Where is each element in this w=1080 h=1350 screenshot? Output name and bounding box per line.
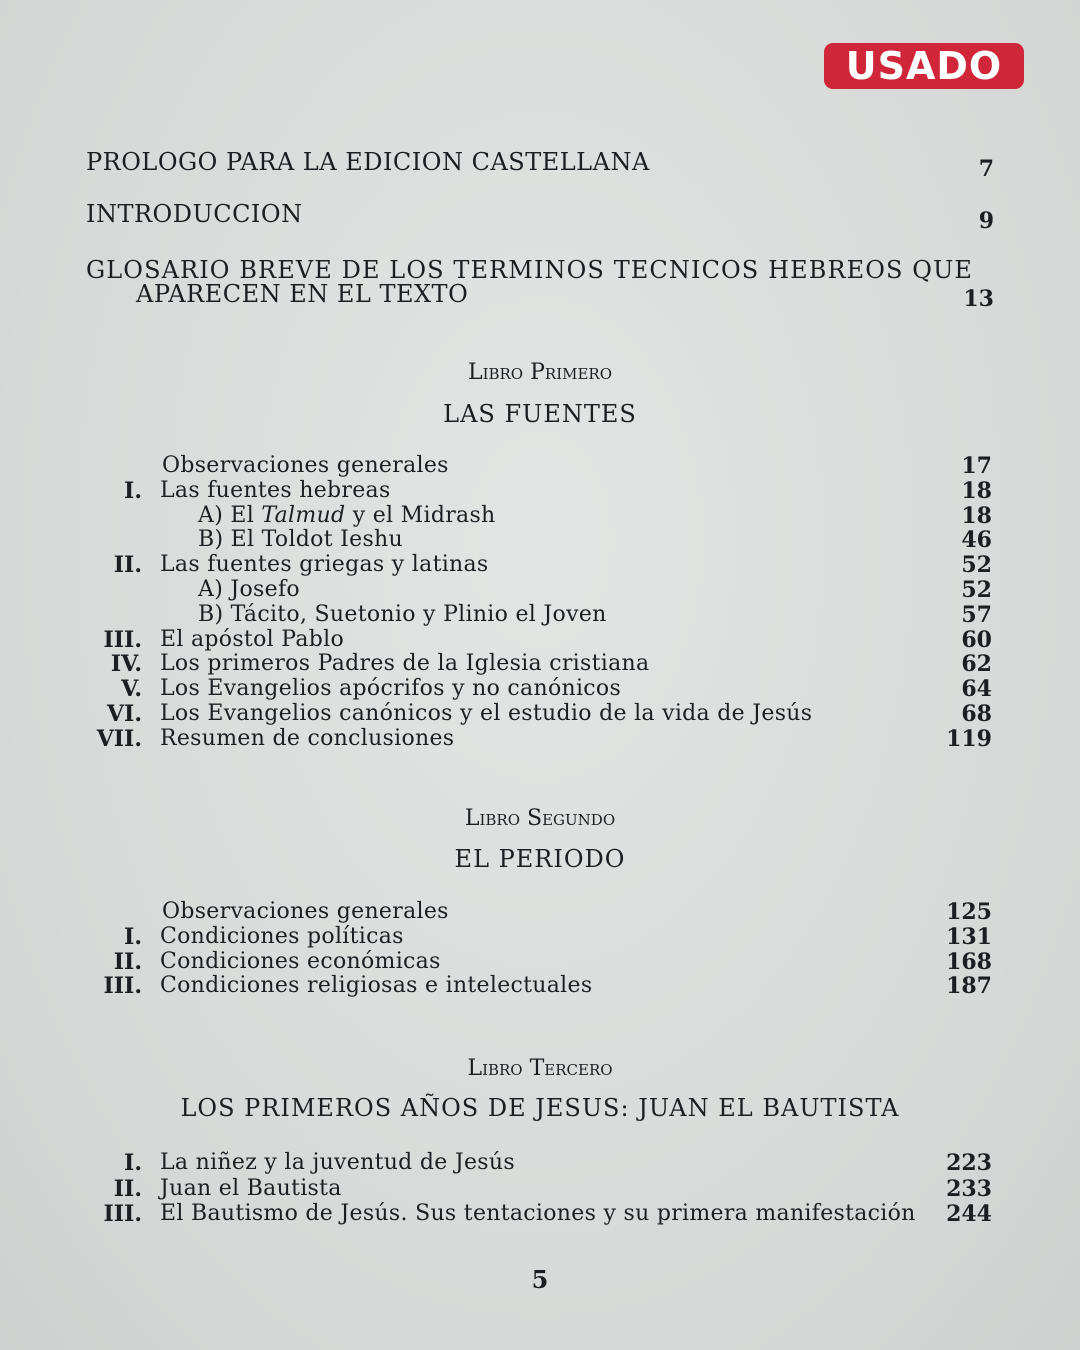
toc-entry-page: 62 <box>961 651 992 678</box>
toc-entry-title: Observaciones generales <box>162 453 449 478</box>
toc-entry-page: 52 <box>961 577 992 603</box>
toc-entry-page: 57 <box>961 601 992 628</box>
toc-glossary-page: 13 <box>963 286 994 312</box>
libro1-heading: LAS FUENTES <box>443 400 637 428</box>
toc-entry-title: Los Evangelios canónicos y el estudio de la vida de Jesús <box>160 701 813 726</box>
toc-entry <box>0 453 1080 478</box>
toc-entry-title: Las fuentes hebreas <box>160 477 391 503</box>
toc-entry-title: El apóstol Pablo <box>160 626 345 652</box>
toc-entry-title: Condiciones religiosas e intelectuales <box>160 973 593 999</box>
toc-entry-page: 125 <box>946 899 992 925</box>
toc-entry <box>0 949 1080 974</box>
toc-entry <box>0 701 1080 726</box>
toc-entry-title: Las fuentes griegas y latinas <box>160 552 489 578</box>
toc-entry-title: B) El Toldot Ieshu <box>198 527 403 553</box>
toc-entry <box>0 924 1080 949</box>
toc-entry-page: 187 <box>946 973 992 1000</box>
toc-entry-page: 18 <box>961 477 992 504</box>
toc-entry-title: A) El Talmud y el Midrash <box>198 502 496 528</box>
toc-entry-page: 119 <box>946 725 992 752</box>
toc-entry <box>0 651 1080 676</box>
toc-entry-number: III. <box>103 626 142 653</box>
toc-entry-page: 60 <box>961 626 992 653</box>
toc-entry-number: III. <box>103 973 142 1000</box>
toc-entry-number: VII. <box>96 725 142 752</box>
toc-intro-page: 9 <box>978 208 994 234</box>
toc-entry <box>0 1150 1080 1175</box>
toc-glossary-title: GLOSARIO BREVE DE LOS TERMINOS TECNICOS HEBREOS QUE <box>86 256 974 284</box>
toc-entry-number: II. <box>113 948 142 975</box>
toc-entry-page: 52 <box>961 552 992 579</box>
toc-intro-title: INTRODUCCION <box>86 200 303 228</box>
toc-entry <box>0 1176 1080 1201</box>
used-badge: USADO <box>824 43 1024 89</box>
toc-entry <box>0 726 1080 751</box>
toc-entry-title: Los primeros Padres de la Iglesia cristiana <box>160 651 650 677</box>
toc-entry <box>0 973 1080 998</box>
toc-entry-page: 64 <box>961 676 992 703</box>
toc-entry <box>0 627 1080 652</box>
toc-entry-number: I. <box>124 923 142 950</box>
toc-entry <box>0 503 1080 528</box>
toc-entry <box>0 478 1080 503</box>
toc-entry-title: La niñez y la juventud de Jesús <box>160 1150 515 1175</box>
toc-entry-number: VI. <box>106 701 142 727</box>
toc-entry-title: Condiciones económicas <box>160 948 441 974</box>
toc-prologue-title: PROLOGO PARA LA EDICION CASTELLANA <box>86 148 650 176</box>
toc-entry <box>0 899 1080 924</box>
toc-entry-title: Resumen de conclusiones <box>160 725 455 751</box>
toc-entry-title: El Bautismo de Jesús. Sus tentaciones y su primera manifestación <box>160 1201 916 1226</box>
toc-entry-page: 46 <box>961 527 992 554</box>
toc-entry-page: 18 <box>961 502 992 529</box>
toc-entry-title: Juan el Bautista <box>160 1175 342 1201</box>
toc-entry-number: I. <box>124 1150 142 1176</box>
toc-entry-page: 68 <box>961 701 992 727</box>
toc-entry-number: III. <box>103 1201 142 1227</box>
page-number: 5 <box>531 1265 549 1294</box>
libro3-label: Libro Tercero <box>467 1056 613 1081</box>
toc-entry-number: V. <box>121 676 142 703</box>
toc-entry <box>0 602 1080 627</box>
toc-entry <box>0 527 1080 552</box>
libro2-label: Libro Segundo <box>464 806 616 831</box>
libro3-heading: LOS PRIMEROS AÑOS DE JESUS: JUAN EL BAUTISTA <box>180 1094 900 1122</box>
toc-entry-page: 17 <box>961 453 992 479</box>
libro1-label: Libro Primero <box>467 360 613 385</box>
toc-prologue-page: 7 <box>978 156 994 182</box>
toc-entry-number: IV. <box>110 651 142 678</box>
toc-entry-page: 244 <box>946 1201 992 1227</box>
toc-entry-number: II. <box>113 1175 142 1202</box>
toc-entry-page: 168 <box>946 948 992 975</box>
toc-entry-page: 233 <box>946 1175 992 1202</box>
toc-entry <box>0 577 1080 602</box>
toc-entry <box>0 552 1080 577</box>
libro2-heading: EL PERIODO <box>454 845 626 873</box>
toc-entry <box>0 676 1080 701</box>
toc-entry-title: Condiciones políticas <box>160 923 404 949</box>
toc-glossary-title-cont: APARECEN EN EL TEXTO <box>136 280 469 308</box>
toc-entry-title: A) Josefo <box>198 577 300 602</box>
toc-entry <box>0 1201 1080 1226</box>
toc-entry-title: Observaciones generales <box>162 899 449 924</box>
toc-entry-page: 223 <box>946 1150 992 1176</box>
toc-entry-number: I. <box>124 477 142 504</box>
toc-entry-title: B) Tácito, Suetonio y Plinio el Joven <box>198 601 607 627</box>
toc-entry-title: Los Evangelios apócrifos y no canónicos <box>160 676 622 702</box>
toc-entry-number: II. <box>113 552 142 579</box>
toc-entry-page: 131 <box>946 923 992 950</box>
